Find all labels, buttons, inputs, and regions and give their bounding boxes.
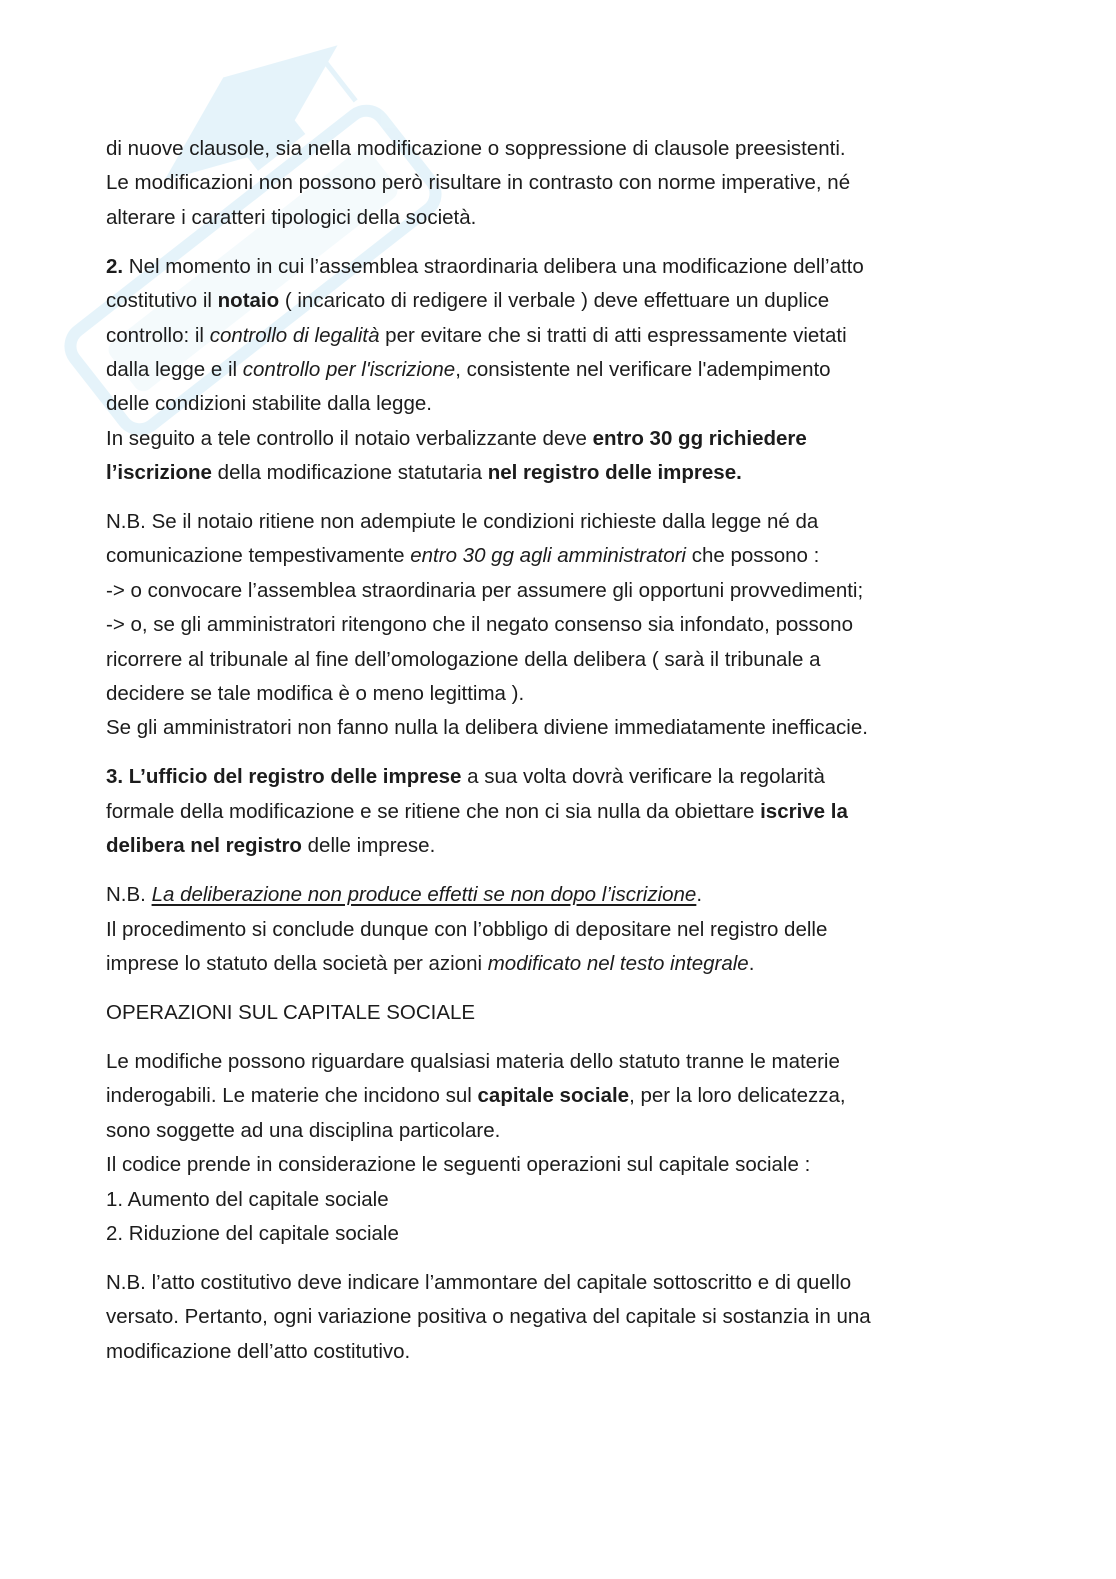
bold-text-run: capitale sociale [477, 1084, 630, 1108]
text-run: -> o, se gli amministratori ritengono che il negato consenso sia infondato, possono [106, 613, 853, 637]
bold-text-run: notaio [217, 289, 280, 313]
text-run: N.B. l’atto costitutivo deve indicare l’ammontare del capitale sottoscritto e di quello [106, 1270, 852, 1294]
paragraph [106, 1045, 1066, 1251]
text-line [106, 795, 1066, 829]
text-run: a sua volta dovrà verificare la regolarità [461, 765, 825, 789]
text-line [106, 829, 1066, 863]
text-run: Le modificazioni non possono però risultare in contrasto con norme imperative, né [106, 171, 851, 195]
text-line [106, 456, 1066, 490]
text-line [106, 1300, 1066, 1334]
text-run: che possono : [686, 544, 820, 568]
text-run: , per la loro delicatezza, [629, 1084, 846, 1108]
bold-text-run: l’iscrizione [106, 461, 212, 485]
text-run: inderogabili. Le materie che incidono sul [106, 1084, 478, 1108]
text-line [106, 608, 1066, 642]
document-body [106, 132, 1066, 1384]
text-run: sono soggette ad una disciplina particolare. [106, 1118, 501, 1142]
text-line [106, 1079, 1066, 1113]
paragraph [106, 1266, 1066, 1369]
text-line [106, 284, 1066, 318]
text-line [106, 1335, 1066, 1369]
bold-text-run: entro 30 gg richiedere [592, 426, 807, 450]
text-run: 1. Aumento del capitale sociale [106, 1187, 389, 1211]
text-run: formale della modificazione e se ritiene che non ci sia nulla da obiettare [106, 799, 761, 823]
paragraph [106, 760, 1066, 863]
text-run: Le modifiche possono riguardare qualsiasi materia dello statuto tranne le materie [106, 1049, 840, 1073]
section-heading [106, 996, 1066, 1030]
text-run: costitutivo il [106, 289, 218, 313]
text-run: OPERAZIONI SUL CAPITALE SOCIALE [106, 1000, 476, 1024]
italic-text-run: entro 30 gg agli amministratori [410, 544, 686, 568]
text-run: ( incaricato di redigere il verbale ) deve effettuare un duplice [279, 289, 830, 313]
text-run: Il codice prende in considerazione le seguenti operazioni sul capitale sociale : [106, 1153, 811, 1177]
italic-text-run: controllo per l'iscrizione [242, 357, 456, 381]
text-run: imprese lo statuto della società per azioni [106, 951, 488, 975]
text-line [106, 677, 1066, 711]
text-run: modificazione dell’atto costitutivo. [106, 1339, 411, 1363]
paragraph [106, 878, 1066, 981]
text-line [106, 574, 1066, 608]
text-run: per evitare che si tratti di atti espressamente vietati [379, 323, 847, 347]
text-run: controllo: il [106, 323, 210, 347]
italic-text-run: modificato nel testo integrale [487, 951, 749, 975]
paragraph [106, 505, 1066, 746]
text-line [106, 711, 1066, 745]
text-line [106, 1183, 1066, 1217]
text-line [106, 201, 1066, 235]
text-line [106, 760, 1066, 794]
paragraph [106, 250, 1066, 491]
text-line [106, 1045, 1066, 1079]
bold-text-run: 3. L’ufficio del registro delle imprese [106, 765, 462, 789]
text-line [106, 913, 1066, 947]
text-run: di nuove clausole, sia nella modificazione o soppressione di clausole preesistenti. [106, 137, 846, 160]
italic-text-run: controllo di legalità [209, 323, 380, 347]
text-run: , consistente nel verificare l'adempimento [455, 357, 831, 381]
text-line [106, 1266, 1066, 1300]
text-run: delle imprese. [301, 834, 436, 858]
text-run: N.B. Se il notaio ritiene non adempiute le condizioni richieste dalla legge né da [106, 510, 819, 534]
text-line [106, 319, 1066, 353]
bold-text-run: 2. [106, 254, 124, 278]
text-run: . [748, 951, 755, 975]
text-run: decidere se tale modifica è o meno legittima ). [106, 682, 525, 706]
text-run: Nel momento in cui l’assemblea straordinaria delibera una modificazione dell’atto [123, 254, 864, 278]
text-line [106, 1217, 1066, 1251]
text-line [106, 387, 1066, 421]
text-run: delle condizioni stabilite dalla legge. [106, 392, 432, 416]
text-line [106, 643, 1066, 677]
text-line [106, 250, 1066, 284]
text-line [106, 878, 1066, 912]
text-run: Il procedimento si conclude dunque con l’obbligo di depositare nel registro delle [106, 917, 828, 941]
underlined-italic-text-run: La deliberazione non produce effetti se non dopo l’iscrizione [151, 883, 697, 907]
text-line [106, 422, 1066, 456]
text-run: comunicazione tempestivamente [106, 544, 411, 568]
text-line [106, 166, 1066, 200]
bold-text-run: delibera nel registro [106, 834, 302, 858]
paragraph [106, 132, 1066, 235]
text-line [106, 1148, 1066, 1182]
text-run: N.B. [106, 883, 152, 907]
text-line [106, 353, 1066, 387]
text-line [106, 505, 1066, 539]
bold-text-run: nel registro delle imprese. [487, 461, 742, 485]
text-run: ricorrere al tribunale al fine dell’omologazione della delibera ( sarà il tribunale a [106, 647, 821, 671]
bold-text-run: iscrive la [760, 799, 848, 823]
text-run: della modificazione statutaria [211, 461, 488, 485]
text-run: dalla legge e il [106, 357, 243, 381]
text-line [106, 947, 1066, 981]
text-line [106, 132, 1066, 166]
text-run: . [696, 883, 703, 907]
text-run: 2. Riduzione del capitale sociale [106, 1221, 399, 1245]
text-run: alterare i caratteri tipologici della società. [106, 205, 477, 229]
text-line [106, 539, 1066, 573]
text-run: In seguito a tele controllo il notaio verbalizzante deve [106, 426, 593, 450]
text-line [106, 996, 1066, 1030]
text-line [106, 1114, 1066, 1148]
text-run: Se gli amministratori non fanno nulla la delibera diviene immediatamente inefficacie. [106, 716, 868, 740]
text-run: versato. Pertanto, ogni variazione positiva o negativa del capitale si sostanzia in una [106, 1305, 871, 1329]
text-run: -> o convocare l’assemblea straordinaria per assumere gli opportuni provvedimenti; [106, 578, 864, 602]
